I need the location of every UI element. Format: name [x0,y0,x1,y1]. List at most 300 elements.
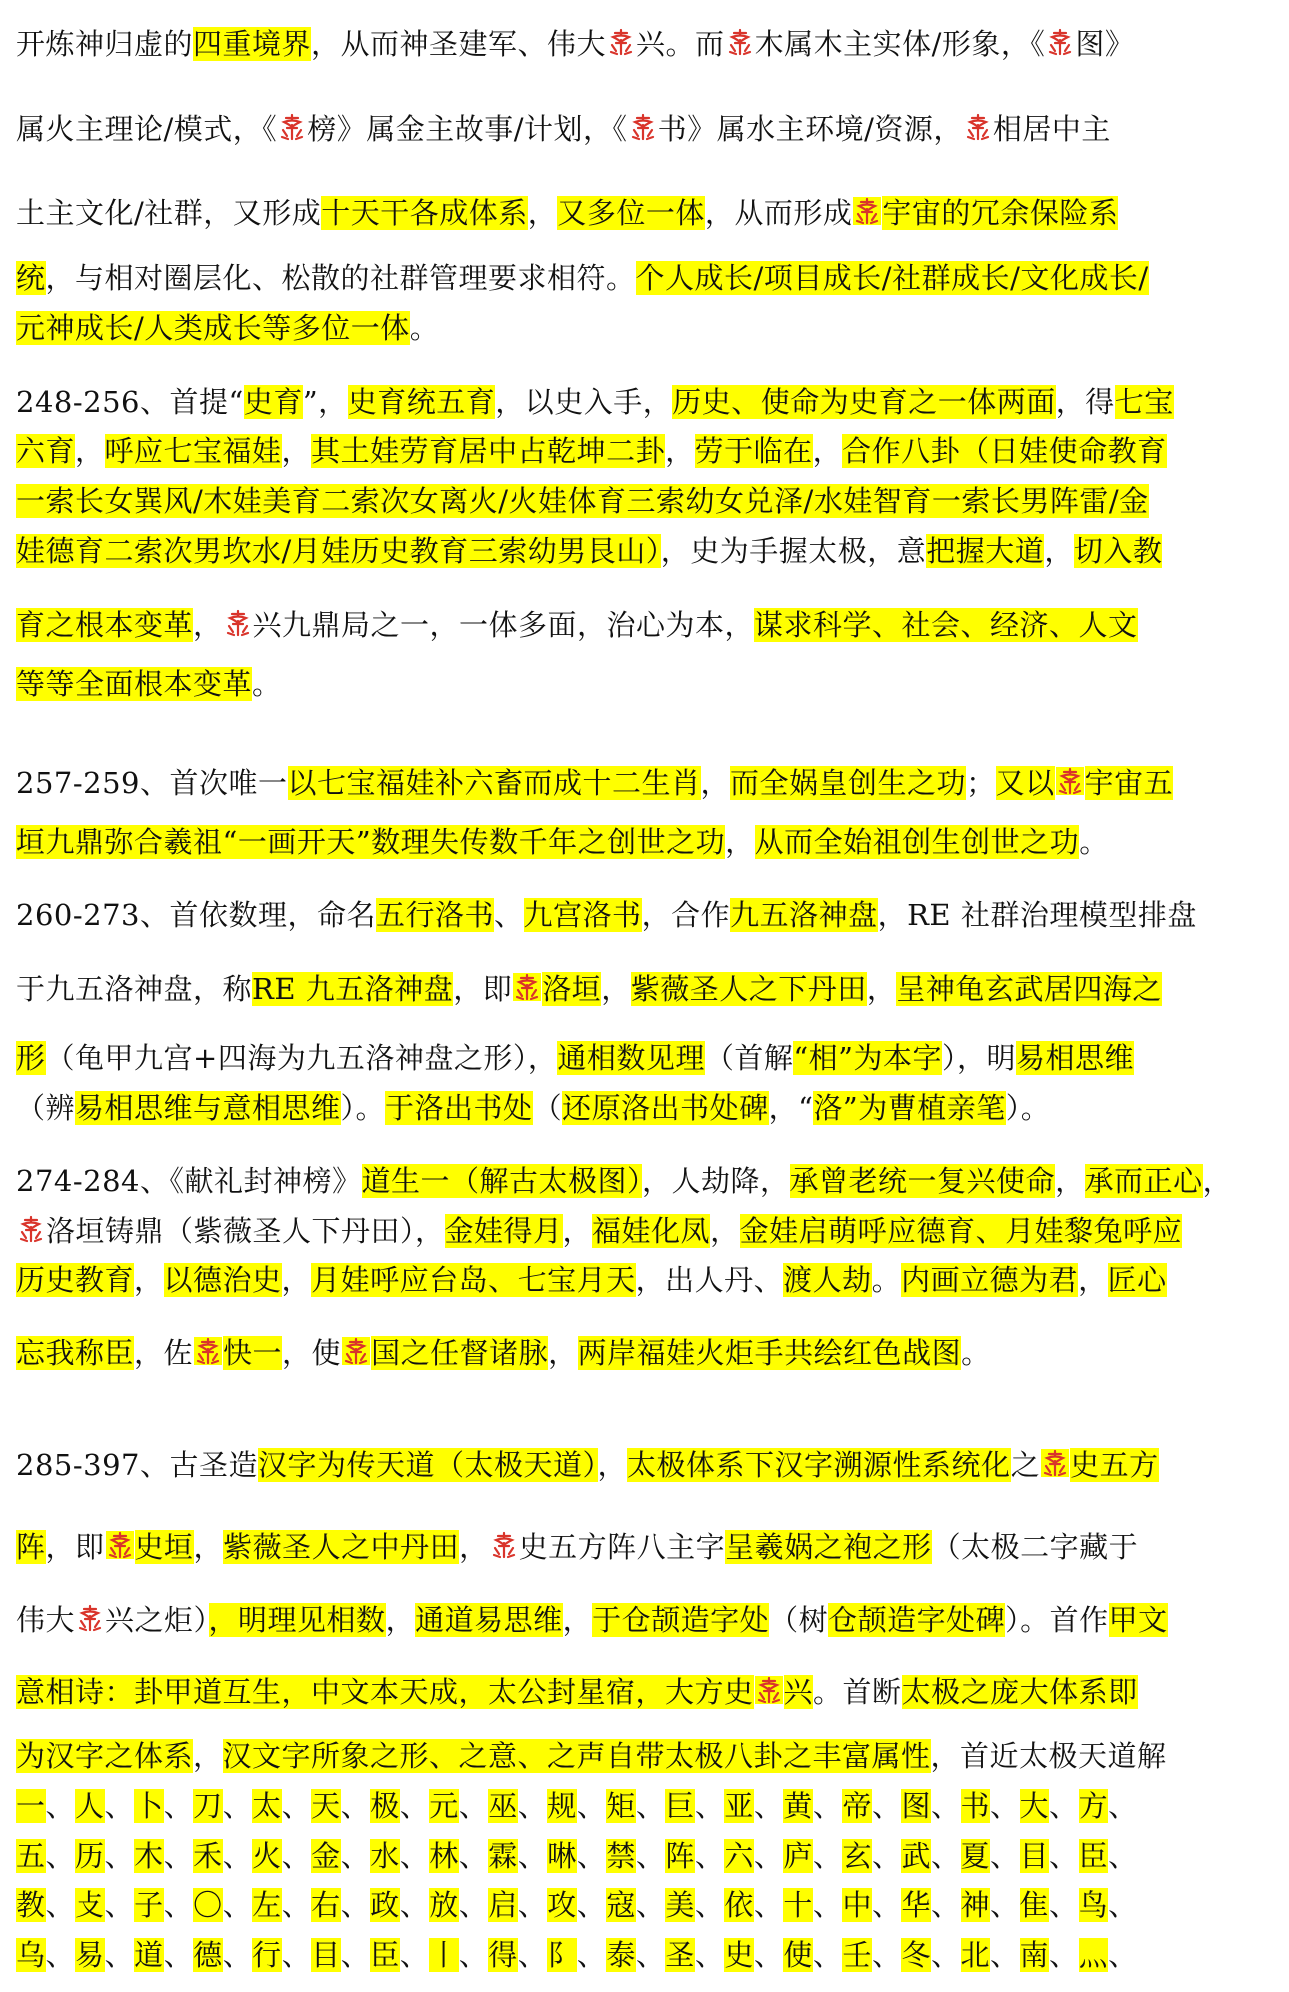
text-line [16,1036,1134,1080]
highlighted-text: 一索长女巽风/木娃美育二索次女离火/火娃体育三索幼女兑泽/水娃智育一索长男阵雷/金 [16,484,1149,518]
text-segment: ， [866,972,897,1006]
custom-seal-glyph-icon [194,1337,222,1365]
text-segment: 、 [1049,1888,1079,1922]
text-segment: 、 [45,1789,76,1823]
text-line [16,1883,1138,1927]
text-segment: ， [385,1603,416,1637]
text-segment: 、 [871,1888,902,1922]
text-segment: （辨 [16,1091,76,1125]
highlighted-text: 十天干各成体系 [321,196,528,230]
text-segment: 、 [517,1938,548,1972]
text-segment: 248-256、首提“ [16,385,244,419]
custom-seal-glyph-icon [964,113,992,141]
highlighted-text: 渡人劫 [783,1263,872,1297]
text-segment: ，从而神圣建军、伟大 [311,27,607,61]
highlighted-text: 太极之庞大体系即 [901,1675,1138,1709]
text-segment: 于九五洛神盘，称 [16,972,253,1006]
text-segment: ，合作 [641,898,731,932]
text-segment: 、 [576,1888,607,1922]
text-segment: 、 [990,1938,1020,1972]
highlighted-text: 意相诗： [16,1675,135,1709]
text-segment: ， [1044,534,1074,568]
highlighted-text: 规 [547,1789,577,1823]
text-segment: ，使 [282,1336,342,1370]
text-segment: ， [134,1263,164,1297]
highlighted-text: 道 [134,1938,164,1972]
text-segment: 书》属水主环境/资源， [657,112,963,146]
text-segment: 、 [458,1839,489,1873]
highlighted-text: 明理见相数 [238,1603,386,1637]
text-segment: 、 [812,1839,843,1873]
highlighted-text: 卦甲道互生，中文本天成，太公封星宿，大方史 [134,1675,754,1709]
highlighted-text: 子 [134,1888,164,1922]
text-segment: ， [527,196,558,230]
highlighted-text: 承曾老统一复兴使命 [789,1164,1056,1198]
text-segment: 、 [576,1938,607,1972]
text-segment: 、 [1108,1938,1138,1972]
highlighted-text: 元神成长/人类成长等多位一体 [16,311,410,345]
highlighted-text: 政 [370,1888,400,1922]
highlighted-text: 夏 [960,1839,991,1873]
text-segment: ， [75,434,105,468]
text-segment: 、 [753,1938,784,1972]
highlighted-text: 庐 [783,1839,813,1873]
text-segment: 。 [871,1263,902,1297]
text-segment: 伟大 [16,1603,76,1637]
highlighted-text: 为汉字之体系 [16,1739,194,1773]
text-segment: ； [966,766,996,800]
highlighted-text: 五 [16,1839,46,1873]
text-segment: ）。 [1005,1091,1051,1125]
highlighted-text: 快一 [223,1336,283,1370]
highlighted-text: 依 [724,1888,754,1922]
text-segment: ， [459,1530,489,1564]
highlighted-text: 图 [901,1789,931,1823]
text-line [16,1159,1232,1203]
highlighted-text: 书 [960,1789,991,1823]
highlighted-text: 九五洛神盘 [730,898,878,932]
text-segment: 、 [517,1839,548,1873]
highlighted-text: 通道易思维 [415,1603,563,1637]
text-segment: ， [597,1448,628,1482]
text-segment: 、 [1108,1839,1138,1873]
text-segment: 、 [458,1938,489,1972]
highlighted-text: 而全娲皇创生之功 [730,766,967,800]
highlighted-text: 隹 [1019,1888,1050,1922]
highlighted-text: 帝 [842,1789,872,1823]
text-segment: （ [532,1091,563,1125]
highlighted-text: 太 [252,1789,282,1823]
highlighted-text: 甲文 [1108,1603,1168,1637]
text-segment: 、 [458,1789,489,1823]
highlighted-text: 呼应七宝福娃 [104,434,282,468]
text-segment: 、 [399,1888,430,1922]
highlighted-text: 攴 [75,1888,105,1922]
custom-seal-glyph-icon [755,1676,783,1704]
highlighted-text: ， [208,1603,239,1637]
highlighted-text: 寇 [606,1888,636,1922]
highlighted-text: 木 [134,1839,164,1873]
text-line [16,191,1118,235]
highlighted-text: 紫薇圣人之下丹田 [630,972,867,1006]
text-segment: 、 [990,1888,1020,1922]
text-line [16,603,1138,647]
highlighted-text: 冬 [901,1938,931,1972]
text-line [16,306,439,350]
highlighted-text: 玄 [842,1839,872,1873]
highlighted-text: 通相数见理 [557,1041,705,1075]
text-segment: ”， [302,385,348,419]
highlighted-text: 〇 [193,1888,223,1922]
text-segment: ， [193,608,223,642]
text-segment: ， [700,766,731,800]
text-segment: 。 [1079,825,1109,859]
text-segment: （龟甲九宫+四海为九五洛神盘之形）， [45,1041,558,1075]
text-segment: 。首断 [813,1675,902,1709]
highlighted-text: 历史教育 [16,1263,135,1297]
text-segment: 、 [694,1938,725,1972]
custom-seal-glyph-icon [490,1531,518,1559]
text-segment: （树 [769,1603,829,1637]
custom-seal-glyph-icon [629,113,657,141]
text-segment: 285-397、古圣造 [16,1448,259,1482]
text-segment: 、 [930,1938,961,1972]
text-segment: 。 [409,311,440,345]
text-line [16,529,1162,573]
text-segment: ， [193,1530,224,1564]
highlighted-text: 呈羲娲之袍之形 [725,1530,932,1564]
text-segment: 、 [340,1888,371,1922]
highlighted-text: 呈神龟玄武居四海之 [896,972,1162,1006]
highlighted-text: 其土娃劳育居中占乾坤二卦 [311,434,666,468]
text-segment: ，即 [45,1530,105,1564]
custom-seal-glyph-icon [278,113,306,141]
highlighted-text: RE 九五洛神盘 [252,972,454,1006]
text-segment: ， [193,1739,223,1773]
text-segment: 、 [399,1938,430,1972]
text-segment: ， [812,434,843,468]
text-segment: 、 [222,1938,253,1972]
highlighted-text: 洛”为曹植亲笔 [813,1091,1006,1125]
text-segment: 、 [812,1938,843,1972]
text-segment: 257-259、首次唯一 [16,766,288,800]
text-segment: 、 [753,1839,784,1873]
highlighted-text: 形 [16,1041,46,1075]
text-line [16,1834,1138,1878]
text-segment: 、 [104,1839,135,1873]
text-segment: 、 [45,1888,76,1922]
custom-seal-glyph-icon [726,28,754,56]
highlighted-text: 灬 [1078,1938,1109,1972]
highlighted-text: 壬 [842,1938,872,1972]
text-segment: ，即 [453,972,513,1006]
text-line [16,662,282,706]
highlighted-text: 攻 [547,1888,577,1922]
text-line [16,1670,1138,1714]
text-segment: ，史为手握太极，意 [660,534,927,568]
highlighted-text: 金娃启萌呼应德育、月娃黎兔呼应 [739,1214,1183,1248]
highlighted-text: 史垣 [134,1530,194,1564]
text-line [16,107,1111,151]
custom-seal-glyph-icon [224,609,252,637]
text-segment: 、 [753,1789,784,1823]
highlighted-text: 还原洛出书处碑 [562,1091,769,1125]
text-segment: 、 [871,1839,902,1873]
custom-seal-glyph-icon [17,1215,45,1243]
highlighted-text: 兴 [783,1675,814,1709]
custom-seal-glyph-icon [1041,1449,1069,1477]
text-segment: 、 [163,1888,194,1922]
highlighted-text: “相”为本字 [793,1041,943,1075]
text-segment: ， [1078,1263,1108,1297]
highlighted-text: 又多位一体 [557,196,705,230]
text-segment: 、 [930,1839,961,1873]
text-segment: ，首近太极天道解 [930,1739,1167,1773]
highlighted-text: 行 [252,1938,282,1972]
text-segment: 、 [163,1839,194,1873]
text-segment: 、 [281,1938,312,1972]
text-segment: （太极二字藏于 [931,1530,1139,1564]
text-line [16,1525,1138,1569]
highlighted-text: 又以 [995,766,1055,800]
highlighted-text: 宇宙的冗余保险系 [882,196,1119,230]
text-segment: 史五方阵八主字 [518,1530,726,1564]
text-segment: 、 [45,1938,76,1972]
text-segment: 图》 [1075,27,1135,61]
highlighted-text: 阵 [665,1839,695,1873]
text-segment: 。 [961,1336,991,1370]
text-segment: 、 [694,1789,725,1823]
text-segment: ，得 [1055,385,1115,419]
highlighted-text: 泰 [606,1938,636,1972]
text-segment: ， [665,434,695,468]
highlighted-text: 史五方 [1070,1448,1159,1482]
highlighted-text: 放 [429,1888,459,1922]
highlighted-text: 黄 [783,1789,813,1823]
text-segment: 、 [281,1839,312,1873]
text-segment: 。 [252,667,282,701]
highlighted-text: 育之根本变革 [16,608,194,642]
highlighted-text: 霖 [488,1839,518,1873]
text-segment: 、 [1049,1839,1079,1873]
text-segment: 、 [930,1789,961,1823]
highlighted-text: 四重境界 [193,27,312,61]
text-segment: 相居中主 [992,112,1111,146]
highlighted-text: 元 [429,1789,459,1823]
text-line [16,893,1197,937]
text-segment: 、 [871,1938,902,1972]
highlighted-text: 等等全面根本变革 [16,667,253,701]
text-segment: ， [1055,1164,1085,1198]
text-segment: 、 [694,1839,725,1873]
text-segment: ，以史入手， [495,385,673,419]
text-segment: 、 [1049,1938,1079,1972]
highlighted-text: 中 [842,1888,872,1922]
highlighted-text: 乌 [16,1938,46,1972]
highlighted-text: 道生一（解古太极图） [361,1164,643,1198]
text-segment: ，从而形成 [704,196,853,230]
text-segment: 、 [1108,1888,1138,1922]
highlighted-text: 历 [75,1839,105,1873]
text-segment: 、 [635,1789,666,1823]
highlighted-text: 汉字为传天道（太极天道） [258,1448,598,1482]
text-segment: 、 [222,1789,253,1823]
highlighted-text: 圣 [665,1938,695,1972]
text-segment: 、 [104,1888,135,1922]
highlighted-text: 七宝 [1114,385,1174,419]
highlighted-text: 北 [960,1938,991,1972]
text-line [16,256,1149,300]
highlighted-text: 承而正心 [1084,1164,1203,1198]
text-line [16,479,1149,523]
highlighted-text: 历史、使命为史育之一体两面 [672,385,1056,419]
highlighted-text: 极 [370,1789,400,1823]
text-segment: 、 [340,1938,371,1972]
highlighted-text: 史育 [243,385,303,419]
text-segment: 、 [517,1789,548,1823]
text-segment: 、 [281,1888,312,1922]
text-segment: （首解 [704,1041,794,1075]
highlighted-text: 易 [75,1938,105,1972]
text-segment: ， [1202,1164,1233,1198]
highlighted-text: 切入教 [1073,534,1163,568]
highlighted-text: 林 [429,1839,459,1873]
highlighted-text: 个人成长/项目成长/社群成长/文化成长/ [635,261,1149,295]
highlighted-text: 内画立德为君 [901,1263,1079,1297]
text-line [16,1086,1050,1130]
text-segment: 兴。而 [636,27,725,61]
highlighted-text: 阝 [547,1938,577,1972]
text-segment: 、 [871,1789,902,1823]
text-segment: 260-273、首依数理，命名 [16,898,377,932]
text-segment: 开炼神归虚的 [16,27,194,61]
text-segment: ， [281,434,312,468]
text-segment: 、 [222,1888,253,1922]
custom-seal-glyph-icon [76,1604,104,1632]
text-segment: 、 [635,1938,666,1972]
text-segment: 、 [576,1839,607,1873]
highlighted-text: 史 [724,1938,754,1972]
highlighted-text: 神 [960,1888,991,1922]
text-line [16,1734,1167,1778]
highlighted-text: 得 [488,1938,518,1972]
highlighted-text: 天 [311,1789,341,1823]
text-segment: 、 [635,1839,666,1873]
highlighted-text: 福娃化凤 [592,1214,711,1248]
text-segment: ， [548,1336,578,1370]
text-segment: 、 [458,1888,489,1922]
text-segment: 、 [104,1938,135,1972]
highlighted-text: 从而全始祖创生创世之功 [754,825,1080,859]
highlighted-text: 德 [193,1938,223,1972]
highlighted-text: 亚 [724,1789,754,1823]
text-segment: 、 [694,1888,725,1922]
text-segment: 、 [340,1789,371,1823]
text-segment: 木属木主实体/形象，《 [754,27,1046,61]
highlighted-text: 武 [901,1839,931,1873]
highlighted-text: 目 [311,1938,341,1972]
text-line [16,1258,1167,1302]
highlighted-text: 金娃得月 [444,1214,563,1248]
text-segment: 、 [1108,1789,1138,1823]
text-segment: 、 [753,1888,784,1922]
highlighted-text: 匠心 [1107,1263,1167,1297]
highlighted-text: 宇宙五 [1084,766,1174,800]
text-segment: 土主文化/社群，又形成 [16,196,322,230]
highlighted-text: 于仓颉造字处 [592,1603,770,1637]
text-segment: 、 [812,1888,843,1922]
text-segment: 、 [812,1789,843,1823]
highlighted-text: 月娃呼应台岛、七宝月天 [311,1263,636,1297]
text-segment: 、 [1049,1789,1079,1823]
text-line [16,380,1174,424]
highlighted-text: 六 [724,1839,754,1873]
highlighted-text: 丨 [429,1938,459,1972]
text-line [16,429,1167,473]
highlighted-text: 一 [16,1789,46,1823]
highlighted-text: 鸟 [1078,1888,1109,1922]
highlighted-text: 六育 [16,434,76,468]
highlighted-text: 矩 [606,1789,636,1823]
custom-seal-glyph-icon [853,197,881,225]
highlighted-text: 美 [665,1888,695,1922]
text-line [16,22,1134,66]
highlighted-text: 统 [16,261,46,295]
text-segment: 属火主理论/模式，《 [16,112,278,146]
highlighted-text: 劳于临在 [694,434,813,468]
highlighted-text: 教 [16,1888,46,1922]
text-segment: 兴九鼎局之一，一体多面，治心为本， [252,608,755,642]
highlighted-text: 禁 [606,1839,636,1873]
text-segment: 、 [340,1839,371,1873]
text-segment: 、 [990,1789,1020,1823]
highlighted-text: 娃德育二索次男坎水/月娃历史教育三索幼男艮山） [16,534,661,568]
text-segment: ， [562,1214,593,1248]
highlighted-text: 合作八卦（日娃使命教育 [842,434,1167,468]
highlighted-text: 目 [1019,1839,1050,1873]
highlighted-text: 史育统五育 [347,385,496,419]
text-segment: ， [562,1603,593,1637]
highlighted-text: 阵 [16,1530,46,1564]
text-segment: 、 [222,1839,253,1873]
highlighted-text: 以七宝福娃补六畜而成十二生肖 [287,766,701,800]
highlighted-text: 易相思维与意相思维 [75,1091,341,1125]
highlighted-text: 人 [75,1789,105,1823]
highlighted-text: 两岸福娃火炬手共绘红色战图 [577,1336,962,1370]
text-segment: 、 [635,1888,666,1922]
custom-seal-glyph-icon [1056,767,1084,795]
highlighted-text: 国之任督诸脉 [371,1336,549,1370]
text-segment: ， [281,1263,312,1297]
text-segment: 、 [281,1789,312,1823]
highlighted-text: 刀 [193,1789,223,1823]
highlighted-text: 垣九鼎弥合羲祖“一画开天”数理失传数千年之创世之功 [16,825,726,859]
text-line [16,1598,1168,1642]
text-segment: 、 [517,1888,548,1922]
text-segment: 榜》属金主故事/计划，《 [307,112,628,146]
text-segment: ， [725,825,755,859]
text-segment: ， [710,1214,740,1248]
highlighted-text: 洛垣 [542,972,602,1006]
custom-seal-glyph-icon [607,28,635,56]
highlighted-text: 右 [311,1888,341,1922]
text-line [16,1784,1138,1828]
highlighted-text: 水 [370,1839,400,1873]
text-segment: ，“ [768,1091,814,1125]
text-segment: 、 [990,1839,1020,1873]
text-segment: 、 [163,1789,194,1823]
text-segment: 洛垣铸鼎（紫薇圣人下丹田）， [46,1214,445,1248]
